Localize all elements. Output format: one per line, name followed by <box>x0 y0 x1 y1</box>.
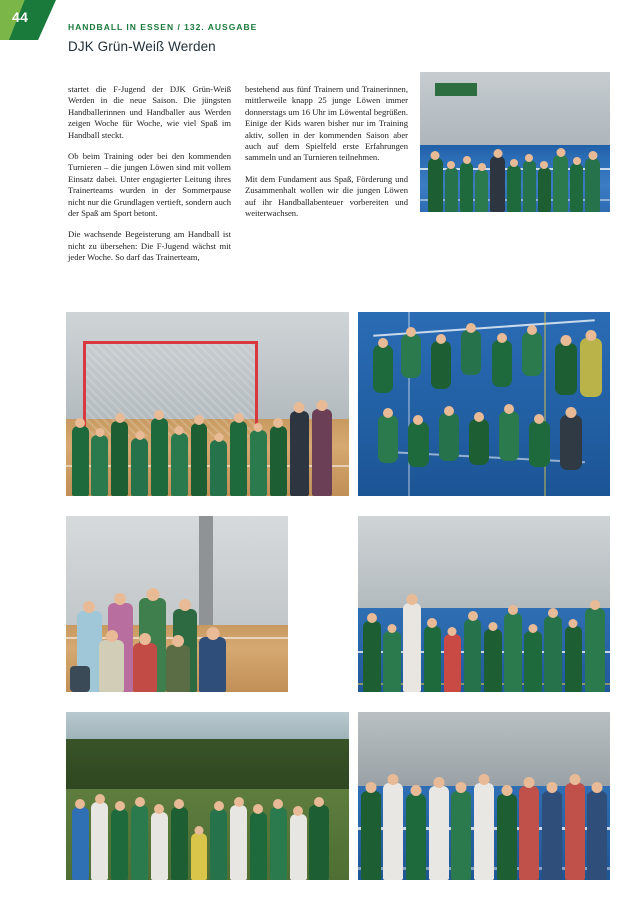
paragraph: Ob beim Training oder bei den kommenden Turnieren – die jungen Löwen sind mit vollem Einsatz dabei. Unter engagierter Leitung ihres Trainerteams wurden in der Sommerpause nicht nur die Grundlagen vertieft, sondern auch der Spaß am Sport betont. <box>68 151 231 219</box>
photo-circle-from-above <box>358 312 610 496</box>
magazine-kicker: HANDBALL IN ESSEN / 132. AUSGABE <box>68 22 258 32</box>
photo-content <box>420 72 610 212</box>
photo-content <box>66 312 349 496</box>
photo-content <box>66 712 349 880</box>
photo-content <box>358 516 610 692</box>
sky <box>66 712 349 739</box>
people-group <box>66 562 288 692</box>
page-number: 44 <box>12 9 29 25</box>
people-group <box>358 565 610 692</box>
people-group <box>358 312 610 496</box>
photo-content <box>66 516 288 692</box>
photo-team-hall-green-jerseys <box>420 72 610 212</box>
photo-kids-cheering-in-gym <box>66 516 288 692</box>
page-title: DJK Grün-Weiß Werden <box>68 39 216 54</box>
people-group <box>66 375 349 496</box>
text-column-right <box>245 84 408 264</box>
article-header <box>68 22 608 54</box>
photo-content <box>358 312 610 496</box>
paragraph: startet die F-Jugend der DJK Grün-Weiß Werden in die neue Saison. Die jüngsten Handballerinnen und Handballer aus Werden zeigen Woche für Woche, wie viel Spaß im Handball steckt. <box>68 84 231 140</box>
photo-adult-team-outdoors <box>66 712 349 880</box>
wall-banner <box>435 83 477 96</box>
paragraph: Mit dem Fundament aus Spaß, Förderung und Zusammenhalt wollen wir die jungen Löwen auf ihr Handballabenteuer vorbereiten und weiterwachsen. <box>245 173 408 219</box>
people-group <box>420 125 610 212</box>
paragraph: Die wachsende Begeisterung am Handball ist nicht zu übersehen: Die F-Jugend wächst mit jeder Woche. So darf das Trainerteam, <box>68 229 231 263</box>
photo-youth-team-group-gym <box>358 516 610 692</box>
paragraph: bestehend aus fünf Trainern und Trainerinnen, mittlerweile knapp 25 junge Löwen immer donnerstags um 16 Uhr im Löwental begrüßen. Einige der Kids waren bisher nur im Training aktiv, sollen in der kommenden Saison aber auch auf dem Spielfeld erste Erfahrungen sammeln und an Turnieren teilnehmen. <box>245 84 408 163</box>
people-group <box>66 762 349 880</box>
article-body <box>68 84 408 264</box>
sports-bag <box>70 666 90 692</box>
people-group <box>358 746 610 880</box>
photo-team-in-front-of-goal <box>66 312 349 496</box>
photo-content <box>358 712 610 880</box>
text-column-left <box>68 84 231 264</box>
photo-team-huddle-on-court <box>358 712 610 880</box>
